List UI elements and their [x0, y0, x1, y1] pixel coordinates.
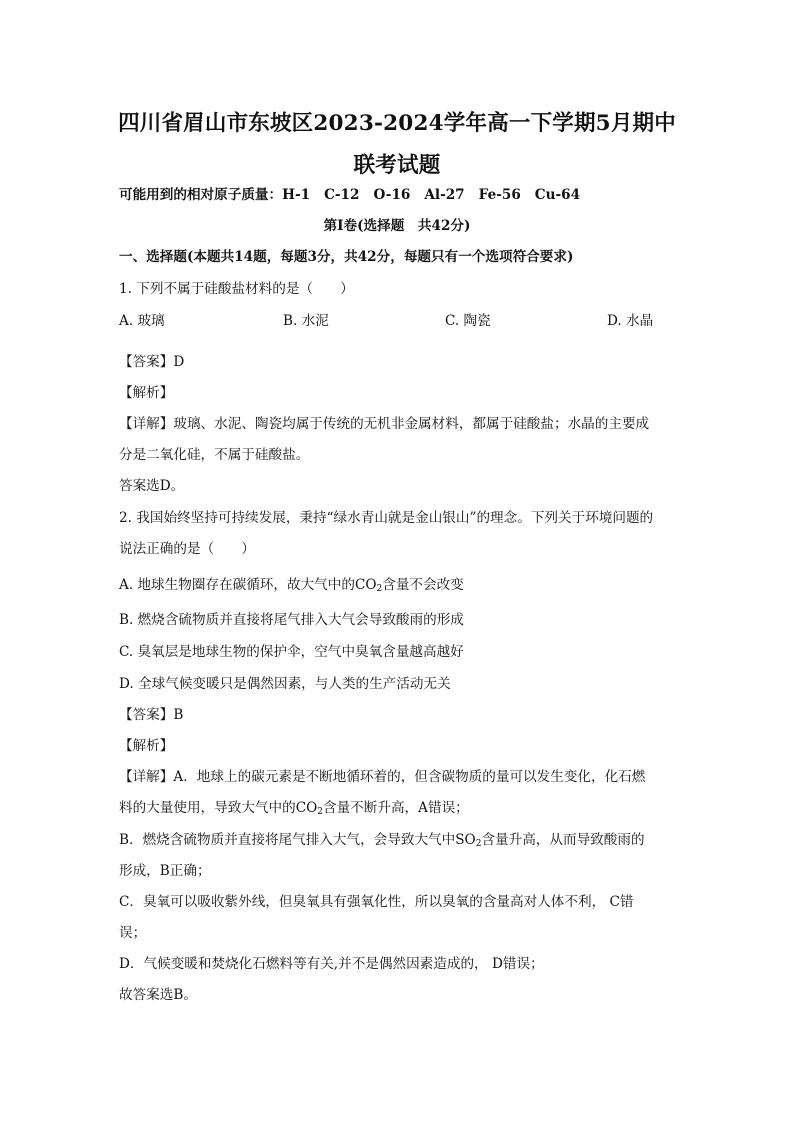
- q2-option-d: D. 全球气候变暖只是偶然因素，与人类的生产活动无关: [119, 676, 451, 692]
- q2-detail-b-line-1: [119, 831, 645, 849]
- q2-option-a-text-end: 含量不会改变: [382, 577, 464, 593]
- atomic-mass: Cu-64: [534, 187, 581, 203]
- q2-detail-d: D．气候变暖和焚烧化石燃料等有关,并不是偶然因素造成的， D错误；: [119, 956, 544, 972]
- atomic-mass: H-1: [282, 187, 311, 203]
- q1-conclusion: 答案选D。: [119, 478, 185, 494]
- q1-answer: 【答案】D: [119, 354, 185, 370]
- q1-detail-line-2: 分是二氧化硅，不属于硅酸盐。: [119, 447, 310, 463]
- q2-detail-b-text: B．燃烧含硫物质并直接将尾气排入大气，会导致大气中SO: [119, 832, 476, 848]
- q2-detail-b-line-2: 形成，B正确；: [119, 863, 211, 879]
- subscript: 2: [376, 584, 383, 594]
- atomic-masses-line: [119, 186, 580, 204]
- q1-analysis-heading: 【解析】: [119, 385, 174, 401]
- atomic-mass: C-12: [324, 187, 360, 203]
- q2-detail-a-line-2: [119, 799, 469, 817]
- q2-detail-a-text-end: 含量不断升高，A错误；: [323, 800, 469, 816]
- q1-option-a: A. 玻璃: [119, 313, 165, 329]
- q2-detail-b-text-end: 含量升高，从而导致酸雨的: [481, 832, 645, 848]
- section-heading: 一、选择题(本题共14题，每题3分，共42分，每题只有一个选项符合要求): [119, 249, 574, 265]
- q1-detail-line-1: 【详解】玻璃、水泥、陶瓷均属于传统的无机非金属材料，都属于硅酸盐；水晶的主要成: [119, 416, 650, 432]
- atomic-mass: Fe-56: [478, 187, 521, 203]
- subscript: 2: [475, 839, 482, 849]
- q2-conclusion: 故答案选B。: [119, 987, 197, 1003]
- q2-answer: 【答案】B: [119, 707, 184, 723]
- q2-option-b: B. 燃烧含硫物质并直接将尾气排入大气会导致酸雨的形成: [119, 612, 464, 628]
- q1-option-c: C. 陶瓷: [445, 313, 491, 329]
- q2-stem-line-2: 说法正确的是（ ）: [119, 541, 255, 557]
- subscript: 2: [317, 807, 323, 817]
- q1-stem: 1. 下列不属于硅酸盐材料的是（ ）: [119, 281, 354, 297]
- atomic-mass: Al-27: [424, 187, 465, 203]
- atomic-masses-label: 可能用到的相对原子质量：: [119, 187, 283, 203]
- q2-detail-a-line-1: 【详解】A．地球上的碳元素是不断地循环着的，但含碳物质的量可以发生变化，化石燃: [119, 769, 646, 785]
- q2-analysis-heading: 【解析】: [119, 738, 174, 754]
- q1-option-d: D. 水晶: [607, 313, 654, 329]
- volume-heading: 第Ⅰ卷(选择题 共42分): [323, 218, 471, 234]
- document-title-line-2: 联考试题: [353, 153, 441, 178]
- q2-option-c: C. 臭氧层是地球生物的保护伞，空气中臭氧含量越高越好: [119, 644, 464, 660]
- q2-option-a-text: A. 地球生物圈存在碳循环，故大气中的CO: [119, 577, 377, 593]
- q2-stem-line-1: 2. 我国始终坚持可持续发展，秉持“绿水青山就是金山银山”的理念。下列关于环境问题的: [119, 510, 654, 526]
- atomic-mass: O-16: [373, 187, 411, 203]
- q2-option-a: [119, 576, 464, 594]
- q2-detail-c-line-2: 误；: [119, 925, 147, 941]
- q2-detail-c-line-1: C．臭氧可以吸收紫外线，但臭氧具有强氧化性，所以臭氧的含量高对人体不利， C错: [119, 894, 634, 910]
- q2-detail-a-text: 料的大量使用，导致大气中的CO: [119, 800, 318, 816]
- document-title-line-1: 四川省眉山市东坡区2023-2024学年高一下学期5月期中: [118, 111, 676, 136]
- q1-option-b: B. 水泥: [283, 313, 329, 329]
